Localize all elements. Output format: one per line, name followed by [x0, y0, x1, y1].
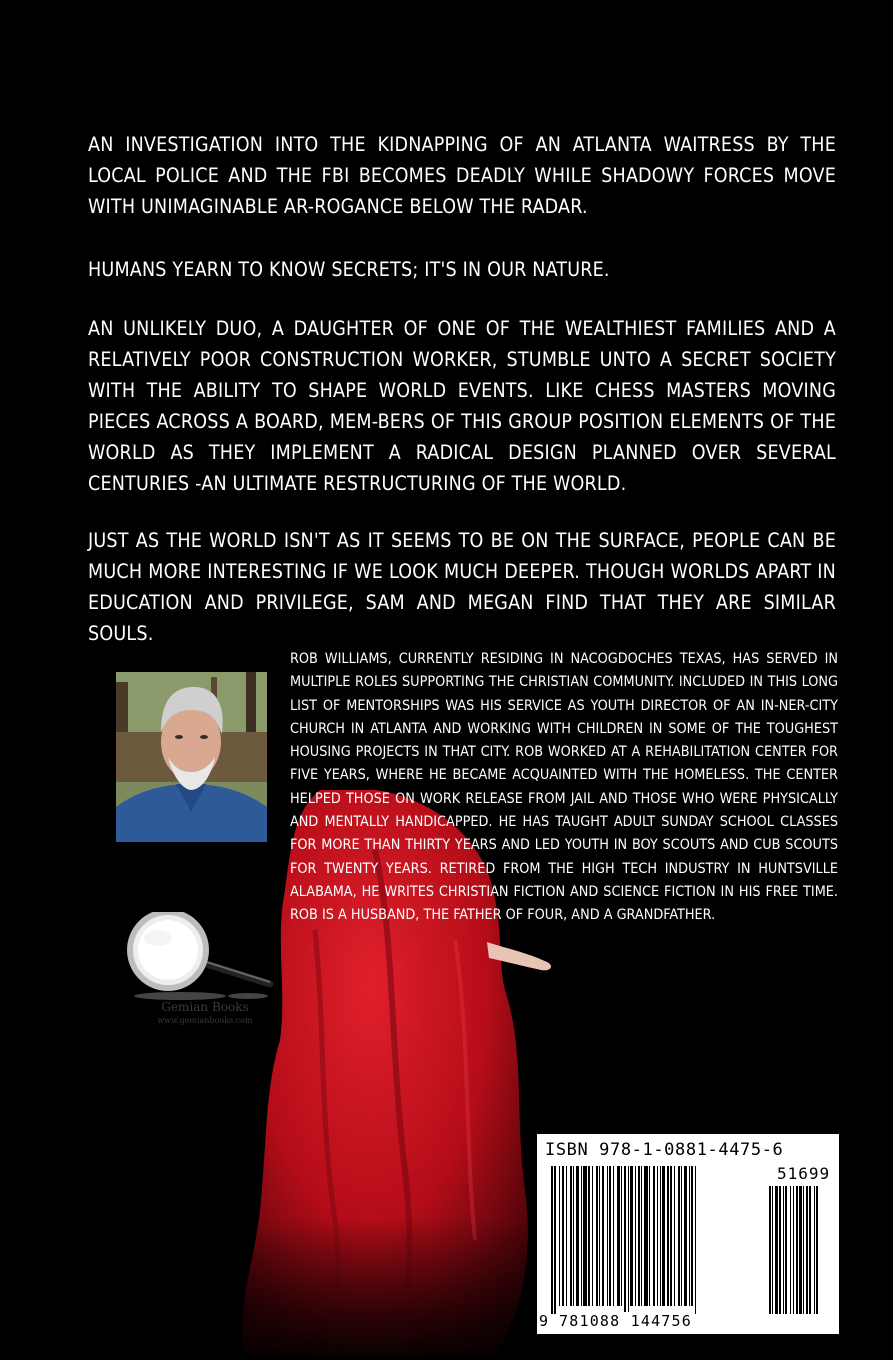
- magnifying-glass-icon: [120, 912, 280, 1002]
- isbn-barcode: [537, 1134, 839, 1334]
- isbn-text: ISBN 978-1-0881-4475-6: [545, 1140, 784, 1160]
- author-bio: ROB WILLIAMS, CURRENTLY RESIDING IN NACOGDOCHES TEXAS, HAS SERVED IN MULTIPLE ROLES SUPPORTING THE CHRISTIAN COMMUNITY. INCLUDED IN THIS LONG LIST OF MENTORSHIPS WAS HIS SERVICE AS YOUTH DIRECTOR OF AN IN-NER-CITY CHURCH IN ATLANTA AND WORKING WITH CHILDREN IN SOME OF THE TOUGHEST HOUSING PROJECTS IN THAT CITY. ROB WORKED AT A REHABILITATION CENTER FOR FIVE YEARS, WHERE HE BECAME ACQUAINTED WITH THE HOMELESS. THE CENTER HELPED THOSE ON WORK RELEASE FROM JAIL AND THOSE WHO WERE PHYSICALLY AND MENTALLY HANDICAPPED. HE HAS TAUGHT ADULT SUNDAY SCHOOL CLASSES FOR MORE THAN THIRTY YEARS AND LED YOUTH IN BOY SCOUTS AND CUB SCOUTS FOR TWENTY YEARS. RETIRED FROM THE HIGH TECH INDUSTRY IN HUNTSVILLE ALABAMA, HE WRITES CHRISTIAN FICTION AND SCIENCE FICTION IN HIS FREE TIME. ROB IS A HUSBAND, THE FATHER OF FOUR, AND A GRANDFATHER.: [290, 651, 838, 924]
- watermark-line-1: Gemian Books: [161, 1000, 249, 1014]
- ean-barcode-bars: [551, 1166, 766, 1316]
- price-code: 51699: [777, 1164, 831, 1183]
- ean-first-digit: 9: [539, 1312, 549, 1330]
- blurb-paragraph-4: JUST AS THE WORLD ISN'T AS IT SEEMS TO BE ON THE SURFACE, PEOPLE CAN BE MUCH MORE INTERESTING IF WE LOOK MUCH DEEPER. THOUGH WORLDS APART IN EDUCATION AND PRIVILEGE, SAM AND MEGAN FIND THAT THEY ARE SIMILAR SOULS.: [88, 529, 836, 645]
- blurb-paragraph-1: AN INVESTIGATION INTO THE KIDNAPPING OF AN ATLANTA WAITRESS BY THE LOCAL POLICE AND THE FBI BECOMES DEADLY WHILE SHADOWY FORCES MOVE WITH UNIMAGINABLE AR-ROGANCE BELOW THE RADAR.: [88, 133, 836, 218]
- ean-digits: 781088 144756: [559, 1312, 692, 1330]
- blurb-paragraph-2: HUMANS YEARN TO KNOW SECRETS; IT'S IN OUR NATURE.: [88, 258, 610, 281]
- watermark-line-2: www.gemianbooks.com: [157, 1016, 253, 1025]
- author-photo: [116, 672, 267, 842]
- publisher-watermark: [140, 1000, 270, 1028]
- blurb-paragraph-3: AN UNLIKELY DUO, A DAUGHTER OF ONE OF THE WEALTHIEST FAMILIES AND A RELATIVELY POOR CONSTRUCTION WORKER, STUMBLE UNTO A SECRET SOCIETY WITH THE ABILITY TO SHAPE WORLD EVENTS. LIKE CHESS MASTERS MOVING PIECES ACROSS A BOARD, MEM-BERS OF THIS GROUP POSITION ELEMENTS OF THE WORLD AS THEY IMPLEMENT A RADICAL DESIGN PLANNED OVER SEVERAL CENTURIES -AN ULTIMATE RESTRUCTURING OF THE WORLD.: [88, 317, 836, 495]
- addon-barcode-bars: [769, 1186, 831, 1314]
